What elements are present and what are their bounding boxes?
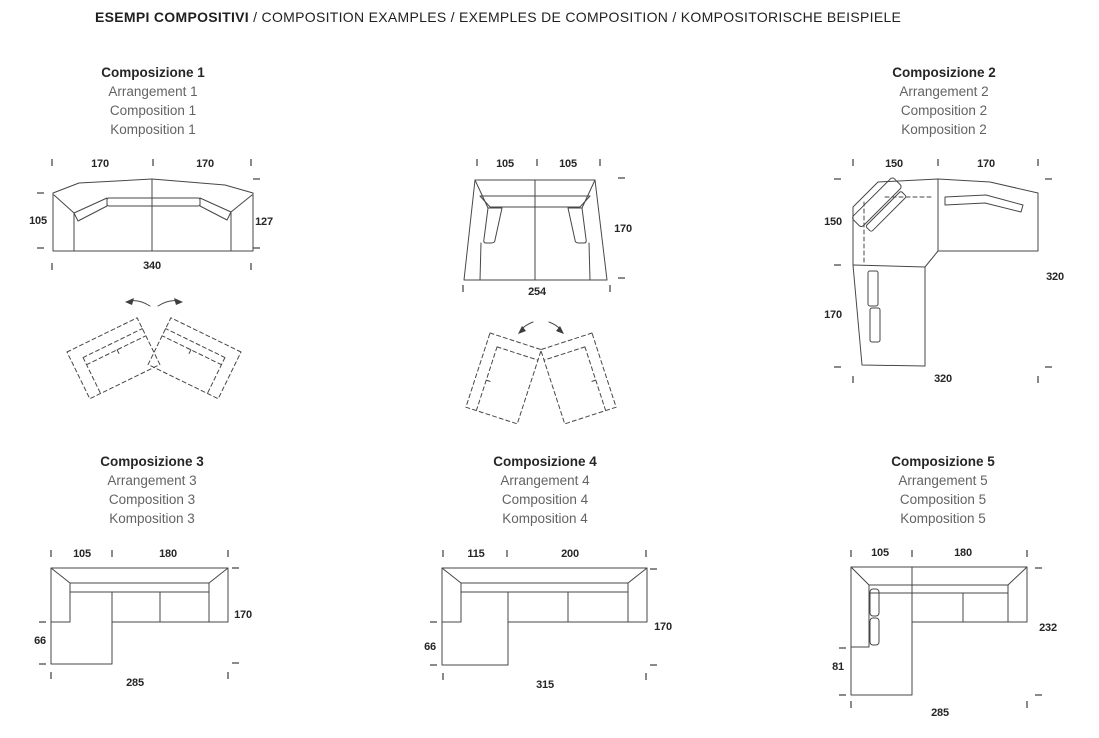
dim-label: 105	[496, 158, 514, 170]
dim-label: 115	[467, 548, 485, 560]
title-line-it: Composizione 3	[100, 454, 204, 469]
dim-label: 105	[559, 158, 577, 170]
dim-label: 320	[1046, 271, 1064, 283]
rotated-module-dashed	[148, 318, 241, 399]
dim-label: 170	[196, 158, 214, 170]
seat-dividers	[508, 592, 568, 622]
title-line-en: Arrangement 5	[898, 473, 988, 488]
composition-4-title	[435, 452, 655, 528]
dim-label: 180	[159, 548, 177, 560]
title-line-de: Komposition 3	[109, 511, 195, 526]
dim-label: 320	[934, 373, 952, 385]
title-line-en: Arrangement 4	[500, 473, 590, 488]
title-line-de: Komposition 5	[900, 511, 986, 526]
title-line-fr: Composition 1	[109, 103, 197, 118]
backrest-cushion	[107, 198, 200, 206]
backrest-band	[869, 585, 1008, 593]
right-armrest-cushion	[568, 208, 586, 243]
right-armrest	[1008, 567, 1027, 622]
sofa-outline	[51, 568, 228, 664]
rotate-arrows-icon	[125, 298, 183, 306]
rotated-module-dashed	[541, 333, 616, 424]
left-armrest	[51, 568, 70, 622]
title-line-it: Composizione 4	[493, 454, 597, 469]
dim-label: 170	[91, 158, 109, 170]
composition-1-plan	[25, 150, 300, 280]
left-armrest	[442, 568, 461, 622]
dim-label: 66	[34, 635, 46, 647]
dimension-ticks	[37, 159, 260, 270]
left-armrest-cushion	[484, 208, 502, 243]
seat-dividers	[112, 592, 160, 622]
right-armrest	[628, 568, 647, 622]
page-title	[95, 9, 901, 25]
dimension-ticks	[430, 550, 657, 680]
composition-5-plan	[830, 545, 1090, 730]
dim-label: 170	[977, 158, 995, 170]
dim-label: 170	[234, 609, 252, 621]
title-line-it: Composizione 1	[101, 65, 205, 80]
dim-label: 170	[824, 309, 842, 321]
sofa-outline	[853, 179, 1038, 366]
dim-label: 200	[561, 548, 579, 560]
dim-label: 150	[824, 216, 842, 228]
left-armrest-edge	[475, 180, 488, 208]
dim-label: 66	[424, 641, 436, 653]
title-line-fr: Composition 5	[899, 492, 987, 507]
rotated-module-dashed	[466, 333, 541, 424]
backrest-band	[461, 583, 628, 592]
title-line-fr: Composition 4	[501, 492, 589, 507]
right-armrest	[209, 568, 228, 622]
title-line-de: Komposition 2	[901, 122, 987, 137]
sofa-outline	[53, 179, 253, 251]
title-line-en: Arrangement 3	[107, 473, 197, 488]
title-line-it: Composizione 2	[892, 65, 996, 80]
dim-label: 105	[29, 215, 47, 227]
backrest-cushion	[74, 198, 107, 221]
title-line-de: Komposition 4	[502, 511, 588, 526]
dim-label: 170	[614, 223, 632, 235]
backrest-cushion	[200, 198, 231, 220]
composition-5-title	[833, 452, 1053, 528]
rotation-schematic-1	[55, 285, 255, 430]
dim-label: 232	[1039, 622, 1057, 634]
page-title-bold: ESEMPI COMPOSITIVI	[95, 9, 249, 25]
corner-seat-cushion	[851, 177, 909, 235]
composition-2-plan	[815, 150, 1085, 390]
composition-2-title	[834, 63, 1054, 139]
dim-label: 254	[528, 286, 546, 298]
right-armrest-edge	[582, 180, 595, 208]
dim-label: 81	[832, 661, 844, 673]
left-armrest	[851, 567, 869, 647]
rotation-schematic-2	[465, 300, 625, 430]
dim-label: 170	[654, 621, 672, 633]
sofa-outline	[851, 567, 1027, 695]
chaise-backrest-cushion	[868, 271, 878, 306]
rotated-module-dashed	[67, 318, 160, 399]
dim-label: 105	[871, 547, 889, 559]
title-line-it: Composizione 5	[891, 454, 995, 469]
title-line-de: Komposition 1	[110, 122, 196, 137]
dim-label: 285	[126, 677, 144, 689]
sofa-254-plan	[440, 150, 640, 295]
module-divider	[853, 265, 925, 267]
dim-label: 315	[536, 679, 554, 691]
dim-label: 285	[931, 707, 949, 719]
dim-label: 180	[954, 547, 972, 559]
dim-label: 127	[255, 216, 273, 228]
rotate-arrows-icon	[518, 322, 564, 334]
backrest-band	[70, 583, 209, 592]
title-line-fr: Composition 3	[108, 492, 196, 507]
right-backrest-cushion	[945, 195, 1023, 212]
title-line-fr: Composition 2	[900, 103, 988, 118]
dim-label: 105	[73, 548, 91, 560]
chaise-backrest-cushion	[870, 618, 879, 645]
title-line-en: Arrangement 1	[108, 84, 198, 99]
left-armrest	[54, 195, 74, 251]
page-title-rest: / COMPOSITION EXAMPLES / EXEMPLES DE COMPOSITION / KOMPOSITORISCHE BEISPIELE	[248, 9, 902, 25]
right-armrest	[231, 195, 252, 251]
composition-3-title	[42, 452, 262, 528]
composition-4-plan	[410, 545, 700, 690]
title-line-en: Arrangement 2	[899, 84, 989, 99]
dim-label: 340	[143, 260, 161, 272]
composition-1-title	[43, 63, 263, 139]
chaise-backrest-cushion	[870, 308, 880, 342]
dim-label: 150	[885, 158, 903, 170]
